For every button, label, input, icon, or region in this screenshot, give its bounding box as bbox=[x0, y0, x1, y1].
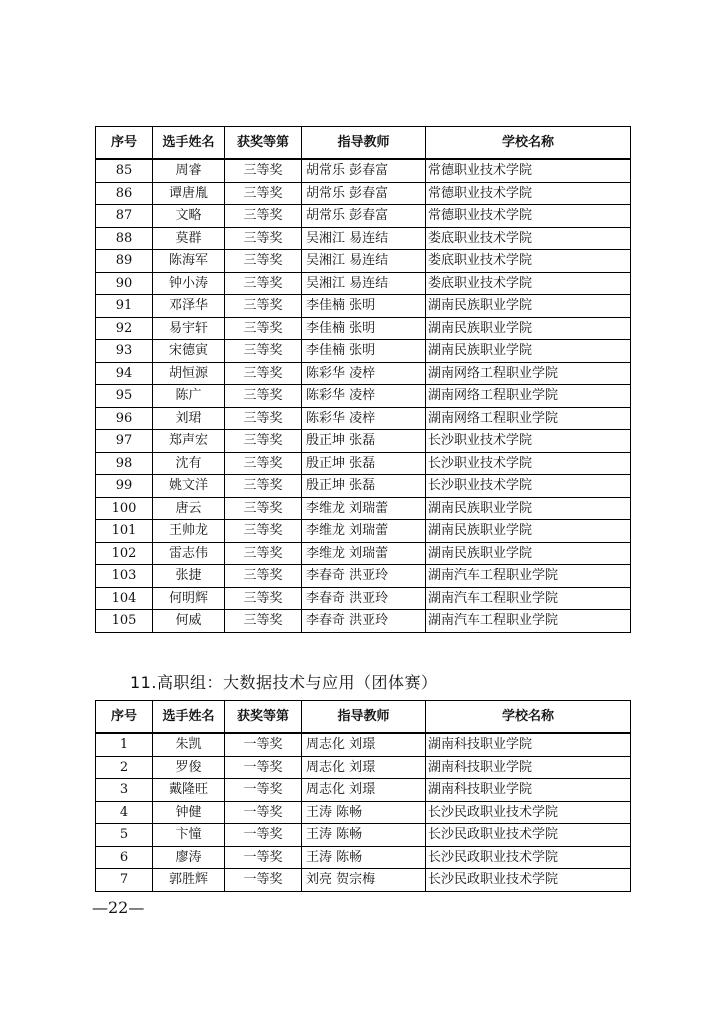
cell-award: 一等奖 bbox=[225, 733, 302, 756]
cell-name: 郑声宏 bbox=[153, 430, 225, 453]
cell-teacher: 吴湘江 易连结 bbox=[302, 272, 426, 295]
cell-name: 谭唐胤 bbox=[153, 182, 225, 205]
table-row bbox=[96, 733, 631, 756]
cell-no: 7 bbox=[96, 869, 153, 892]
cell-award: 三等奖 bbox=[225, 205, 302, 228]
cell-no: 100 bbox=[96, 497, 153, 520]
cell-award: 三等奖 bbox=[225, 182, 302, 205]
cell-school: 长沙民政职业技术学院 bbox=[426, 801, 631, 824]
table-header-row bbox=[96, 127, 631, 160]
cell-school: 长沙职业技术学院 bbox=[426, 452, 631, 475]
header-name: 选手姓名 bbox=[153, 127, 225, 160]
cell-name: 郭胜辉 bbox=[153, 869, 225, 892]
cell-teacher: 李佳楠 张明 bbox=[302, 295, 426, 318]
cell-no: 92 bbox=[96, 317, 153, 340]
table-row bbox=[96, 801, 631, 824]
cell-award: 三等奖 bbox=[225, 385, 302, 408]
cell-name: 莫群 bbox=[153, 227, 225, 250]
header-name: 选手姓名 bbox=[153, 701, 225, 734]
cell-school: 湖南科技职业学院 bbox=[426, 733, 631, 756]
table-row bbox=[96, 205, 631, 228]
cell-name: 钟小涛 bbox=[153, 272, 225, 295]
cell-award: 三等奖 bbox=[225, 430, 302, 453]
cell-award: 三等奖 bbox=[225, 520, 302, 543]
cell-school: 常德职业技术学院 bbox=[426, 182, 631, 205]
cell-no: 3 bbox=[96, 779, 153, 802]
cell-name: 邓泽华 bbox=[153, 295, 225, 318]
cell-name: 胡恒源 bbox=[153, 362, 225, 385]
cell-school: 湖南民族职业学院 bbox=[426, 520, 631, 543]
cell-school: 湖南汽车工程职业学院 bbox=[426, 610, 631, 633]
table-row bbox=[96, 497, 631, 520]
cell-no: 97 bbox=[96, 430, 153, 453]
cell-no: 96 bbox=[96, 407, 153, 430]
cell-award: 三等奖 bbox=[225, 317, 302, 340]
cell-teacher: 胡常乐 彭春富 bbox=[302, 182, 426, 205]
cell-award: 三等奖 bbox=[225, 250, 302, 273]
table-row bbox=[96, 610, 631, 633]
cell-no: 104 bbox=[96, 587, 153, 610]
cell-name: 王帅龙 bbox=[153, 520, 225, 543]
cell-name: 宋德寅 bbox=[153, 340, 225, 363]
cell-teacher: 周志化 刘璟 bbox=[302, 756, 426, 779]
cell-name: 文略 bbox=[153, 205, 225, 228]
table-row bbox=[96, 407, 631, 430]
cell-no: 105 bbox=[96, 610, 153, 633]
cell-award: 三等奖 bbox=[225, 587, 302, 610]
cell-award: 三等奖 bbox=[225, 340, 302, 363]
cell-teacher: 李春奇 洪亚玲 bbox=[302, 587, 426, 610]
cell-name: 陈广 bbox=[153, 385, 225, 408]
cell-teacher: 刘亮 贺宗梅 bbox=[302, 869, 426, 892]
cell-school: 湖南民族职业学院 bbox=[426, 497, 631, 520]
cell-no: 101 bbox=[96, 520, 153, 543]
cell-school: 湖南汽车工程职业学院 bbox=[426, 565, 631, 588]
cell-school: 湖南民族职业学院 bbox=[426, 317, 631, 340]
cell-school: 娄底职业技术学院 bbox=[426, 227, 631, 250]
table-row bbox=[96, 362, 631, 385]
cell-teacher: 胡常乐 彭春富 bbox=[302, 159, 426, 182]
cell-no: 103 bbox=[96, 565, 153, 588]
table-row bbox=[96, 272, 631, 295]
table-row bbox=[96, 869, 631, 892]
table-row bbox=[96, 587, 631, 610]
cell-award: 三等奖 bbox=[225, 452, 302, 475]
header-award: 获奖等第 bbox=[225, 127, 302, 160]
cell-school: 湖南民族职业学院 bbox=[426, 340, 631, 363]
cell-teacher: 吴湘江 易连结 bbox=[302, 227, 426, 250]
table-row bbox=[96, 846, 631, 869]
header-award: 获奖等第 bbox=[225, 701, 302, 734]
header-no: 序号 bbox=[96, 701, 153, 734]
cell-school: 常德职业技术学院 bbox=[426, 159, 631, 182]
cell-teacher: 陈彩华 凌梓 bbox=[302, 407, 426, 430]
cell-no: 93 bbox=[96, 340, 153, 363]
cell-award: 三等奖 bbox=[225, 407, 302, 430]
cell-no: 5 bbox=[96, 824, 153, 847]
cell-award: 三等奖 bbox=[225, 159, 302, 182]
cell-award: 一等奖 bbox=[225, 824, 302, 847]
cell-school: 长沙职业技术学院 bbox=[426, 430, 631, 453]
cell-teacher: 殷正坤 张磊 bbox=[302, 452, 426, 475]
cell-no: 90 bbox=[96, 272, 153, 295]
cell-name: 刘珺 bbox=[153, 407, 225, 430]
cell-teacher: 殷正坤 张磊 bbox=[302, 475, 426, 498]
cell-teacher: 陈彩华 凌梓 bbox=[302, 385, 426, 408]
cell-no: 86 bbox=[96, 182, 153, 205]
cell-teacher: 陈彩华 凌梓 bbox=[302, 362, 426, 385]
cell-name: 何威 bbox=[153, 610, 225, 633]
cell-no: 4 bbox=[96, 801, 153, 824]
table-row bbox=[96, 340, 631, 363]
table-body bbox=[96, 159, 631, 632]
cell-teacher: 李春奇 洪亚玲 bbox=[302, 565, 426, 588]
cell-name: 唐云 bbox=[153, 497, 225, 520]
cell-award: 一等奖 bbox=[225, 846, 302, 869]
cell-no: 94 bbox=[96, 362, 153, 385]
cell-name: 廖涛 bbox=[153, 846, 225, 869]
cell-award: 三等奖 bbox=[225, 295, 302, 318]
cell-award: 三等奖 bbox=[225, 272, 302, 295]
cell-teacher: 吴湘江 易连结 bbox=[302, 250, 426, 273]
cell-no: 2 bbox=[96, 756, 153, 779]
cell-award: 一等奖 bbox=[225, 869, 302, 892]
cell-no: 99 bbox=[96, 475, 153, 498]
cell-no: 102 bbox=[96, 542, 153, 565]
cell-award: 三等奖 bbox=[225, 610, 302, 633]
cell-school: 湖南科技职业学院 bbox=[426, 756, 631, 779]
table-row bbox=[96, 475, 631, 498]
header-school: 学校名称 bbox=[426, 127, 631, 160]
cell-teacher: 李维龙 刘瑞蕾 bbox=[302, 497, 426, 520]
cell-name: 雷志伟 bbox=[153, 542, 225, 565]
cell-no: 91 bbox=[96, 295, 153, 318]
cell-school: 常德职业技术学院 bbox=[426, 205, 631, 228]
cell-teacher: 王涛 陈畅 bbox=[302, 846, 426, 869]
cell-name: 戴隆旺 bbox=[153, 779, 225, 802]
cell-no: 95 bbox=[96, 385, 153, 408]
table-row bbox=[96, 824, 631, 847]
table-row bbox=[96, 565, 631, 588]
award-table-top bbox=[95, 126, 631, 633]
cell-teacher: 李春奇 洪亚玲 bbox=[302, 610, 426, 633]
cell-school: 娄底职业技术学院 bbox=[426, 250, 631, 273]
cell-school: 湖南汽车工程职业学院 bbox=[426, 587, 631, 610]
cell-award: 一等奖 bbox=[225, 801, 302, 824]
cell-teacher: 李佳楠 张明 bbox=[302, 317, 426, 340]
table-body bbox=[96, 733, 631, 891]
cell-name: 朱凯 bbox=[153, 733, 225, 756]
cell-no: 6 bbox=[96, 846, 153, 869]
table-row bbox=[96, 779, 631, 802]
table-row bbox=[96, 430, 631, 453]
cell-school: 长沙民政职业技术学院 bbox=[426, 824, 631, 847]
cell-award: 三等奖 bbox=[225, 497, 302, 520]
cell-teacher: 李维龙 刘瑞蕾 bbox=[302, 520, 426, 543]
cell-school: 湖南网络工程职业学院 bbox=[426, 385, 631, 408]
cell-school: 娄底职业技术学院 bbox=[426, 272, 631, 295]
cell-award: 三等奖 bbox=[225, 362, 302, 385]
cell-award: 三等奖 bbox=[225, 227, 302, 250]
header-no: 序号 bbox=[96, 127, 153, 160]
table-row bbox=[96, 452, 631, 475]
cell-school: 湖南科技职业学院 bbox=[426, 779, 631, 802]
cell-teacher: 殷正坤 张磊 bbox=[302, 430, 426, 453]
cell-teacher: 胡常乐 彭春富 bbox=[302, 205, 426, 228]
table-header-row bbox=[96, 701, 631, 734]
cell-no: 89 bbox=[96, 250, 153, 273]
table-row bbox=[96, 182, 631, 205]
table-row bbox=[96, 250, 631, 273]
cell-no: 88 bbox=[96, 227, 153, 250]
cell-name: 沈有 bbox=[153, 452, 225, 475]
cell-name: 易宇轩 bbox=[153, 317, 225, 340]
cell-school: 长沙职业技术学院 bbox=[426, 475, 631, 498]
cell-name: 张捷 bbox=[153, 565, 225, 588]
page-number: —22— bbox=[92, 898, 145, 917]
cell-no: 85 bbox=[96, 159, 153, 182]
cell-school: 湖南网络工程职业学院 bbox=[426, 362, 631, 385]
cell-school: 湖南网络工程职业学院 bbox=[426, 407, 631, 430]
cell-teacher: 李维龙 刘瑞蕾 bbox=[302, 542, 426, 565]
cell-name: 罗俊 bbox=[153, 756, 225, 779]
table-row bbox=[96, 295, 631, 318]
cell-award: 一等奖 bbox=[225, 756, 302, 779]
cell-no: 98 bbox=[96, 452, 153, 475]
cell-teacher: 周志化 刘璟 bbox=[302, 779, 426, 802]
table-row bbox=[96, 520, 631, 543]
cell-teacher: 王涛 陈畅 bbox=[302, 824, 426, 847]
cell-teacher: 李佳楠 张明 bbox=[302, 340, 426, 363]
table-row bbox=[96, 159, 631, 182]
cell-name: 卞憧 bbox=[153, 824, 225, 847]
cell-name: 何明辉 bbox=[153, 587, 225, 610]
cell-award: 三等奖 bbox=[225, 565, 302, 588]
cell-no: 87 bbox=[96, 205, 153, 228]
cell-teacher: 周志化 刘璟 bbox=[302, 733, 426, 756]
award-table-bottom bbox=[95, 700, 631, 892]
cell-teacher: 王涛 陈畅 bbox=[302, 801, 426, 824]
cell-name: 钟健 bbox=[153, 801, 225, 824]
cell-name: 姚文洋 bbox=[153, 475, 225, 498]
cell-name: 周睿 bbox=[153, 159, 225, 182]
header-school: 学校名称 bbox=[426, 701, 631, 734]
cell-school: 长沙民政职业技术学院 bbox=[426, 869, 631, 892]
section-heading: 11.高职组：大数据技术与应用（团体赛） bbox=[130, 673, 438, 692]
cell-school: 湖南民族职业学院 bbox=[426, 542, 631, 565]
table-row bbox=[96, 317, 631, 340]
cell-name: 陈海军 bbox=[153, 250, 225, 273]
cell-no: 1 bbox=[96, 733, 153, 756]
header-teacher: 指导教师 bbox=[302, 701, 426, 734]
cell-award: 一等奖 bbox=[225, 779, 302, 802]
table-row bbox=[96, 385, 631, 408]
header-teacher: 指导教师 bbox=[302, 127, 426, 160]
table-row bbox=[96, 227, 631, 250]
table-row bbox=[96, 756, 631, 779]
cell-award: 三等奖 bbox=[225, 475, 302, 498]
cell-award: 三等奖 bbox=[225, 542, 302, 565]
table-row bbox=[96, 542, 631, 565]
cell-school: 长沙民政职业技术学院 bbox=[426, 846, 631, 869]
cell-school: 湖南民族职业学院 bbox=[426, 295, 631, 318]
